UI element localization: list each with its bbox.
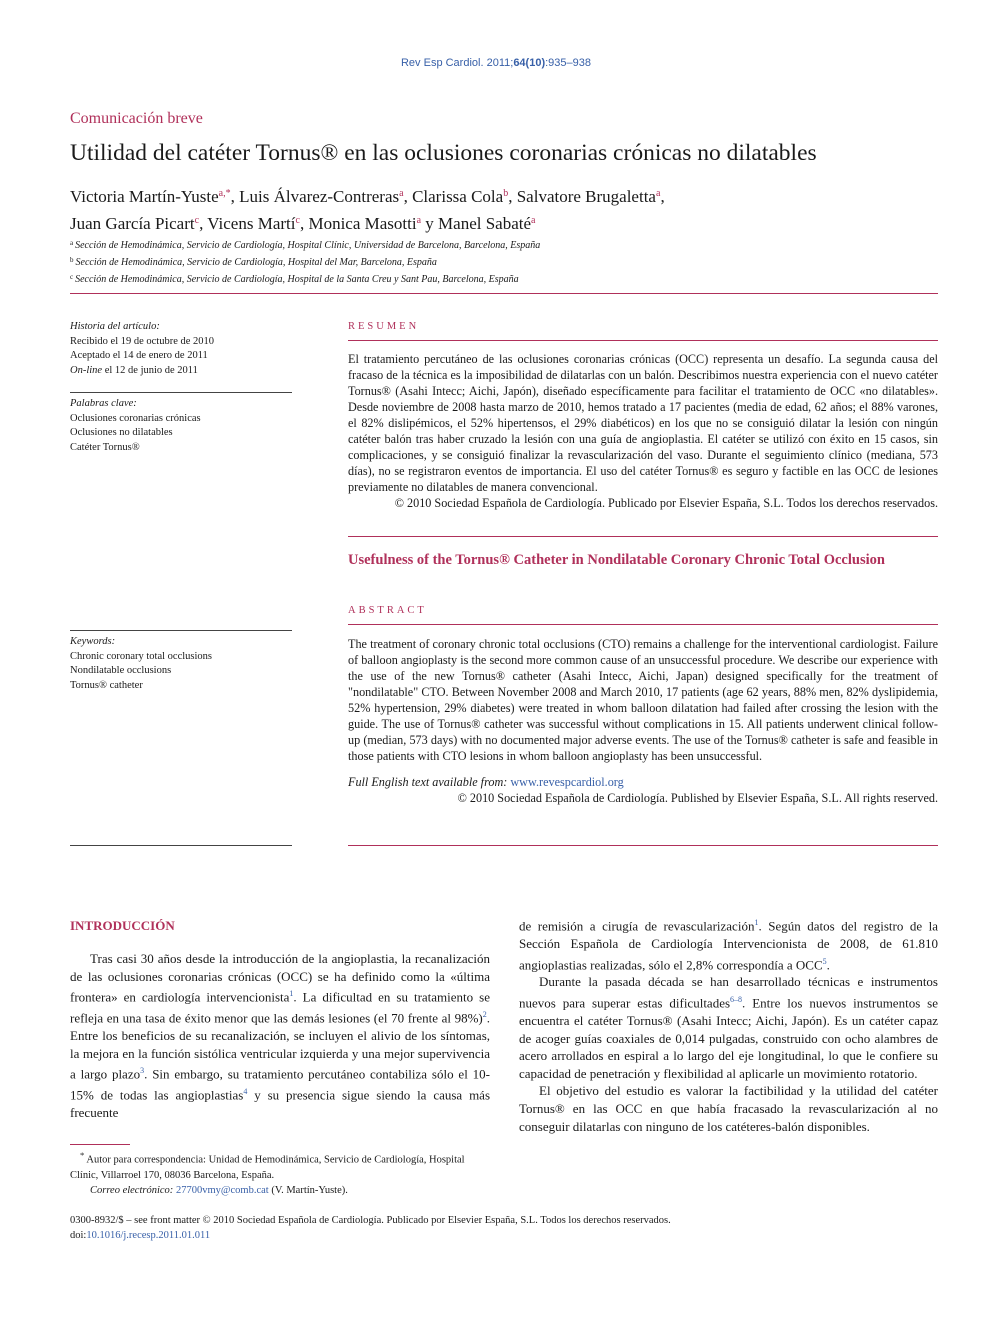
resumen-text: El tratamiento percutáneo de las oclusiones coronarias crónicas (OCC) representa un desafío. La segunda causa del fracaso de la técnica es la imposibilidad de dilatarlas con un balón. Describimos nuestra experiencia con el nuevo catéter Tornus® (Asahi Intecc; Aichi, Japón), diseñado específicamente para facilitar el tratamiento de OCC «no dilatables». Desde noviembre de 2008 hasta marzo de 2010, hemos tratado a 17 pacientes (media de edad, 62 años; el 88% varones, el 82% dislipémicos, el 52% hipertensos, el 29% diabéticos) en los que no se consiguió dilatar la lesión con ningún catéter balón tras haber cruzado la lesión con una guía de angioplastia. El catéter se utilizó con éxito en 15 casos, sin complicaciones, y se consiguió finalizar la revascularización del vaso. Durante el seguimiento clínico (mediana, 573 días), no se registraron eventos de importancia. El uso del catéter Tornus® es seguro y factible en las OCC de lesiones previamente no dilatables de manera convencional. © 2010 Sociedad Española de Cardiología. Publicado por Elsevier España, S.L. Todos los derechos reservados. <box>348 352 938 510</box>
article-title: Utilidad del catéter Tornus® en las oclusiones coronarias crónicas no dilatables <box>70 140 817 166</box>
citation-link[interactable]: 1 <box>754 918 759 927</box>
resumen-heading: RESUMEN <box>348 321 420 332</box>
author: Vicens Martí$^c$, <box>207 214 309 233</box>
author-list <box>70 182 950 236</box>
email-link[interactable]: 27700vmy@comb.cat <box>175 1184 269 1196</box>
paragraph: de remisión a cirugía de revascularización$^1$. Según datos del registro de la Sección Española de Cardiología Intervencionista de 2008, de 61.810 angioplastias realizadas, sólo el 2,8% correspondía a OCC$^5$. <box>519 918 939 972</box>
keywords-es: Palabras clave: Oclusiones coronarias crónicas Oclusiones no dilatables Catéter Tornus® <box>70 397 292 455</box>
keyword: Nondilatable occlusions <box>70 665 172 676</box>
abstract-heading: ABSTRACT <box>348 605 427 616</box>
header-divider <box>70 293 938 294</box>
sidebar-divider <box>70 845 292 846</box>
affiliation: $^b$ Sección de Hemodinámica, Servicio de Cardiología, Hospital del Mar, Barcelona, España <box>70 256 437 268</box>
keyword: Oclusiones no dilatables <box>70 427 173 438</box>
keyword: Oclusiones coronarias crónicas <box>70 412 201 424</box>
author: Juan García Picart$^c$, <box>70 214 208 233</box>
page-footer: 0300-8932/$ – see front matter © 2010 Sociedad Española de Cardiología. Publicado por Elsevier España, S.L. Todos los derechos reservados. doi:10.1016/j.recesp.2011.01.011 <box>70 1215 671 1241</box>
abstract-divider <box>348 536 938 537</box>
abstract-text: The treatment of coronary chronic total occlusions (CTO) remains a challenge for the interventional cardiologist. Failure of balloon angioplasty is the second more common cause of an unsuccessful procedure. We describe our experience with the use of the new Tornus® catheter (Asahi Intecc, Aichi, Japan) designed specifically for the treatment of "nondilatable" CTO. Between November 2008 and March 2010, 17 patients (age 62 years, 88% men, 82% dyslipidemia, 52% hypertension, 29% diabetes) were treated in whom balloon dilatation had failed after crossing the lesion with the guide. The use of Tornus® catheter was successful without complications in 15. All patients underwent clinical follow-up (median, 573 days) with no documented major adverse events. The use of the Tornus® catheter is safe and feasible in those patients with CTO lesions in whom balloon angioplasty has been unsuccessful. Full English text available from: www.revespcardiol.org © 2010 Sociedad Española de Cardiología. Published by Elsevier España, S.L. All rights reserved. <box>348 637 938 805</box>
citation-link[interactable]: 2 <box>482 1010 487 1020</box>
affiliation: $^c$ Sección de Hemodinámica, Servicio de Cardiología, Hospital de la Santa Creu y Sant Pau, Barcelona, España <box>70 273 519 285</box>
body-left-column <box>70 950 490 1122</box>
paragraph: Durante la pasada década se han desarrollado técnicas e instrumentos nuevos para superar estas dificultades$^{6-8}$. Entre los nuevos instrumentos se encuentra el catéter Tornus® (Asahi Intecc; Aichi, Japón). Es un catéter capaz de acoger guías coaxiales de 0,014 pulgadas, construido con ocho alambres de acero arrollados en espiral a lo largo del eje longitudinal, lo que le confiere su capacidad de penetración y flexibilidad al aplicarle un movimiento rotatorio. <box>519 974 938 1081</box>
paragraph: Tras casi 30 años desde la introducción de la angioplastia, la recanalización de las oclusiones coronarias crónicas (OCC) se ha definido como la «última frontera» en cardiología intervencionista$^1$. La dificultad en su tratamiento se refleja en una tasa de éxito menor que las demás lesiones (el 70 frente al 98%)$^2$. Entre los beneficios de su recanalización, se incluyen el alivio de los síntomas, la mejora en la función sistólica ventricular izquierda y una mejor supervivencia a largo plazo$^3$. Sin embargo, su tratamiento percutáneo contabiliza sólo el 10-15% de todas las angioplastias$^4$ y su presencia sigue siendo la causa más frecuente <box>70 951 491 1121</box>
abstract-divider <box>348 845 938 846</box>
citation-link[interactable]: 6–8 <box>730 995 743 1005</box>
author: Clarissa Cola$^b$, <box>412 187 517 206</box>
body-right-column <box>519 914 938 1135</box>
author: Monica Masotti$^a$ y <box>308 214 439 233</box>
author: Luis Álvarez-Contreras$^a$, <box>239 187 413 206</box>
affiliations <box>70 236 950 287</box>
keyword: Catéter Tornus® <box>70 441 140 453</box>
abstract-divider <box>348 624 938 625</box>
article-history: Historia del artículo: Recibido el 19 de octubre de 2010 Aceptado el 14 de enero de 2011 On-line el 12 de junio de 2011 <box>70 321 215 376</box>
journal-reference[interactable]: Rev Esp Cardiol. 2011;64(10):935–938 <box>400 57 591 69</box>
affiliation: $^a$ Sección de Hemodinámica, Servicio de Cardiología, Hospital Clínic, Universidad de Barcelona, Barcelona, España <box>70 239 541 251</box>
citation-link[interactable]: 4 <box>243 1087 248 1097</box>
footnote-divider <box>70 1144 130 1145</box>
keyword: Tornus® catheter <box>70 679 143 691</box>
correspondence-note: * Autor para correspondencia: Unidad de Hemodinámica, Servicio de Cardiología, Hospital Clínic, Villarroel 170, 08036 Barcelona, España. Correo electrónico: 27700vmy@comb.cat (V. Martín-Yuste). <box>70 1150 465 1196</box>
introduction-heading: INTRODUCCIÓN <box>70 918 175 933</box>
keywords-en: Keywords: Chronic coronary total occlusions Nondilatable occlusions Tornus® catheter <box>70 635 292 693</box>
doi-link[interactable]: 10.1016/j.recesp.2011.01.011 <box>86 1230 211 1241</box>
section-type: Comunicación breve <box>70 110 203 127</box>
citation-link[interactable]: 3 <box>140 1066 145 1076</box>
citation-link[interactable]: 1 <box>289 989 294 999</box>
sidebar-divider <box>70 630 292 631</box>
citation-link[interactable]: 5 <box>822 956 827 966</box>
sidebar-divider <box>70 392 292 393</box>
abstract-divider <box>348 340 938 341</box>
journal-url-link[interactable]: www.revespcardiol.org <box>510 775 624 789</box>
keyword: Chronic coronary total occlusions <box>70 650 213 662</box>
author: Victoria Martín-Yuste$^{a,*}$, <box>70 187 240 206</box>
author: Manel Sabaté$^a$ <box>438 214 536 233</box>
author: Salvatore Brugaletta$^a$, <box>516 187 665 206</box>
paragraph: El objetivo del estudio es valorar la factibilidad y la utilidad del catéter Tornus® en las OCC en que había fracasado la revascularización al no conseguir dilatarlas con ninguno de los catéteres-balón disponibles. <box>519 1083 938 1134</box>
english-title: Usefulness of the Tornus® Catheter in Nondilatable Coronary Chronic Total Occlusion <box>348 552 885 568</box>
